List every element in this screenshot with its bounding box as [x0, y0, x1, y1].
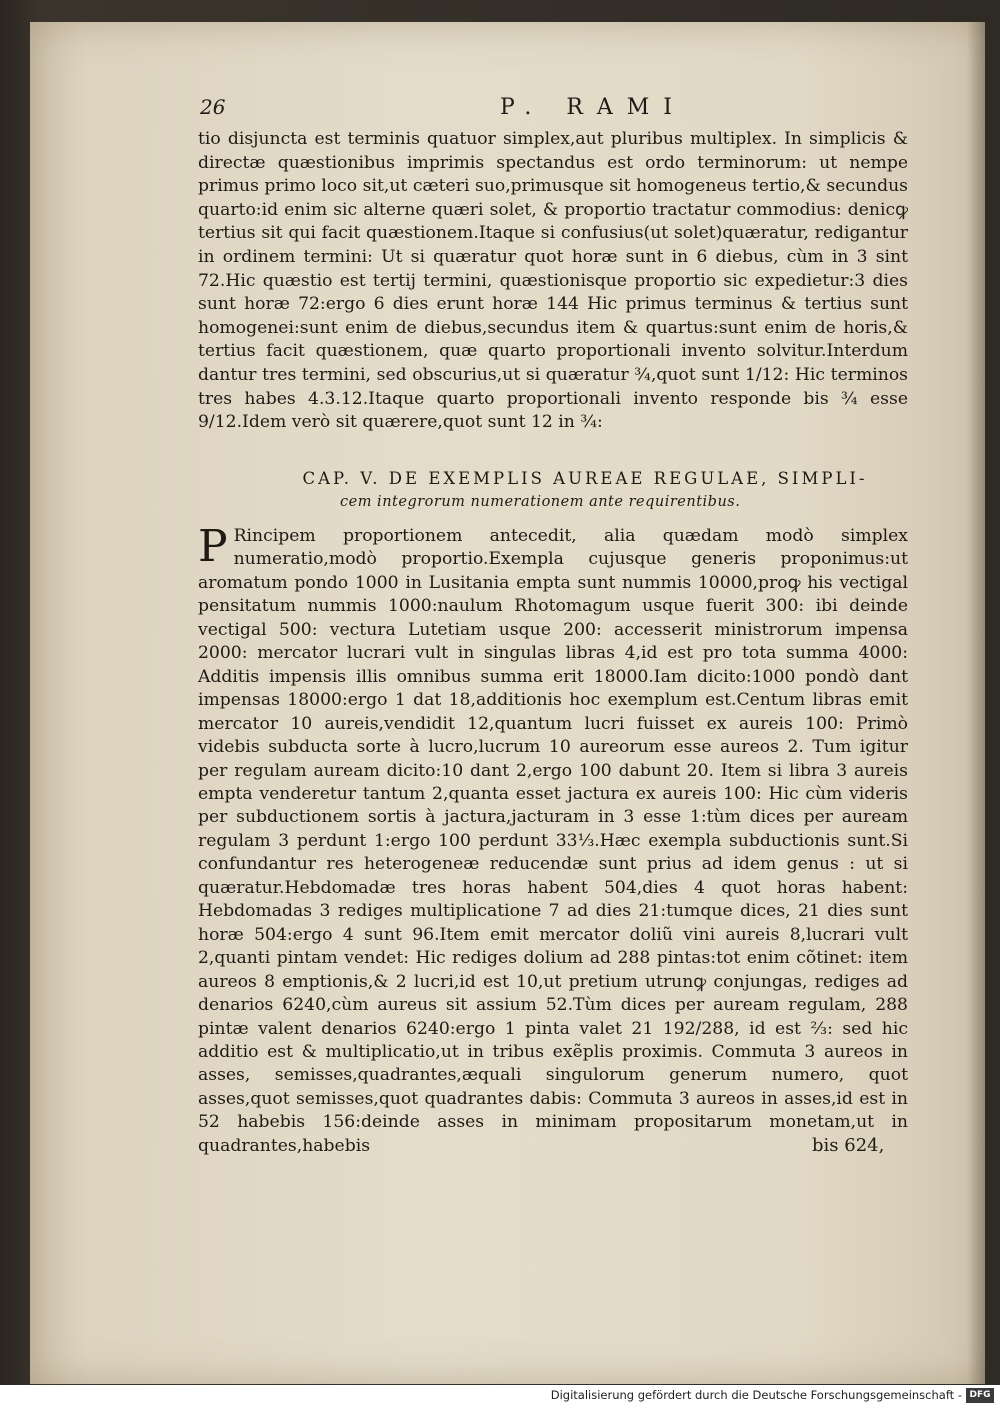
drop-cap: P: [198, 521, 228, 572]
running-title: P. RAMI: [500, 95, 686, 120]
dfg-logo: DFG: [966, 1388, 994, 1403]
paragraph-continued: tio disjuncta est terminis quatuor simplex,aut pluribus multiplex. In simplicis & directæ quæstionibus imprimis spectandus est ordo terminorum: ut nempe primus primo loco sit,ut cæteri suo,primusque sit homogeneus tertio,& secundus quarto:id enim sic alterne quæri solet, & proportio tractatur commodius: denicꝙ tertius sit qui facit quæstionem.Itaque si confusius(ut solet)quæratur, redigantur in ordinem termini: Ut si quæratur quot horæ sunt in 6 diebus, cùm in 3 sint 72.Hic quæstio est tertij termini, quæstionisque proportio sic expedietur:3 dies sunt horæ 72:ergo 6 dies erunt horæ 144 Hic primus terminus & tertius sunt homogenei:sunt enim de diebus,secundus item & quartus:sunt enim de horis,& tertius facit quæstionem, quæ quarto proportionali invento solvitur.Interdum dantur tres termini, sed obscurius,ut si quæratur ¾,quot sunt 1/12: Hic terminos tres habes 4.3.12.Itaque quarto proportionali invento responde bis ¾ esse 9/12.Idem verò sit quærere,quot sunt 12 in ¾:: [198, 129, 908, 433]
chapter-subheading: cem integrorum numerationem ante requirentibus.: [340, 494, 741, 510]
paragraph-text: Rincipem proportionem antecedit, alia quædam modò simplex numeratio,modò proportio.Exempla cujusque generis proponimus:ut aromatum pondo 1000 in Lusitania empta sunt nummis 10000,proꝙ his vectigal pensitatum nummis 1000:naulum Rhotomagum usque fuerit 300: ibi deinde vectigal 500: vectura Lutetiam usque 200: accesserit ministrorum impensa 2000: mercator lucrari vult in singulas libras 4,id est pro tota summa 4000: Additis impensis illis omnibus summa erit 18000.Iam dicito:1000 pondò dant impensas 18000:ergo 1 dat 18,additionis hoc exemplum est.Centum libras emit mercator 10 aureis,vendidit 12,quantum lucri fuisset ex aureis 100: Primò videbis subducta sorte à lucro,lucrum 10 aureorum esse aureos 2. Tum igitur per regulam auream dicito:10 dant 2,ergo 100 dabunt 20. Item si libra 3 aureis empta venderetur tantum 2,quanta esset jactura ex aureis 100: Hic cùm videris per subductionem sortis à jactura,jacturam in 3 esse 1:tùm dices per auream regulam 3 perdunt 1:ergo 100 perdunt 33⅓.Hæc exempla subductionis sunt.Si confundantur res heterogeneæ reducendæ sunt prius ad idem genus : ut si quæratur.Hebdomadæ tres horas habent 504,dies 4 quot horas habent: Hebdomadas 3 rediges multiplicatione 7 ad dies 21:tumque dices, 21 dies sunt horæ 504:ergo 4 sunt 96.Item emit mercator doliũ vini aureis 8,lucrari vult 2,quanti pintam vendet: Hic rediges dolium ad 288 pintas:tot enim cõtinet: item aureos 8 emptionis,& 2 lucri,id est 10,ut pretium utrunꝙ conjungas, rediges ad denarios 6240,cùm aureus sit assium 52.Tùm dices per auream regulam, 288 pintæ valent denarios 6240:ergo 1 pinta valet 21 192/288, id est ⅔: sed hic additio est & multiplicatio,ut in tribus exẽplis proximis. Commuta 3 aureos in asses, semisses,quadrantes,æquali singulorum generum numero, quot asses,quot semisses,quot quadrantes dabis: Commuta 3 aureos in asses,id est in 52 habebis 156:deinde asses in minimam propositarum monetam,ut in quadrantes,habebis: [198, 526, 908, 1156]
catchword: bis 624,: [812, 1135, 885, 1156]
funding-credit: Digitalisierung gefördert durch die Deutsche Forschungsgemeinschaft -: [550, 1388, 962, 1402]
chapter-paragraph: [198, 521, 908, 1158]
page-edge-shadow: [967, 22, 985, 1384]
footer-bar: [0, 1385, 1000, 1408]
page-number: 26: [200, 95, 226, 119]
chapter-heading: CAP. V. DE EXEMPLIS AUREAE REGULAE, SIMPLI-: [302, 469, 868, 488]
